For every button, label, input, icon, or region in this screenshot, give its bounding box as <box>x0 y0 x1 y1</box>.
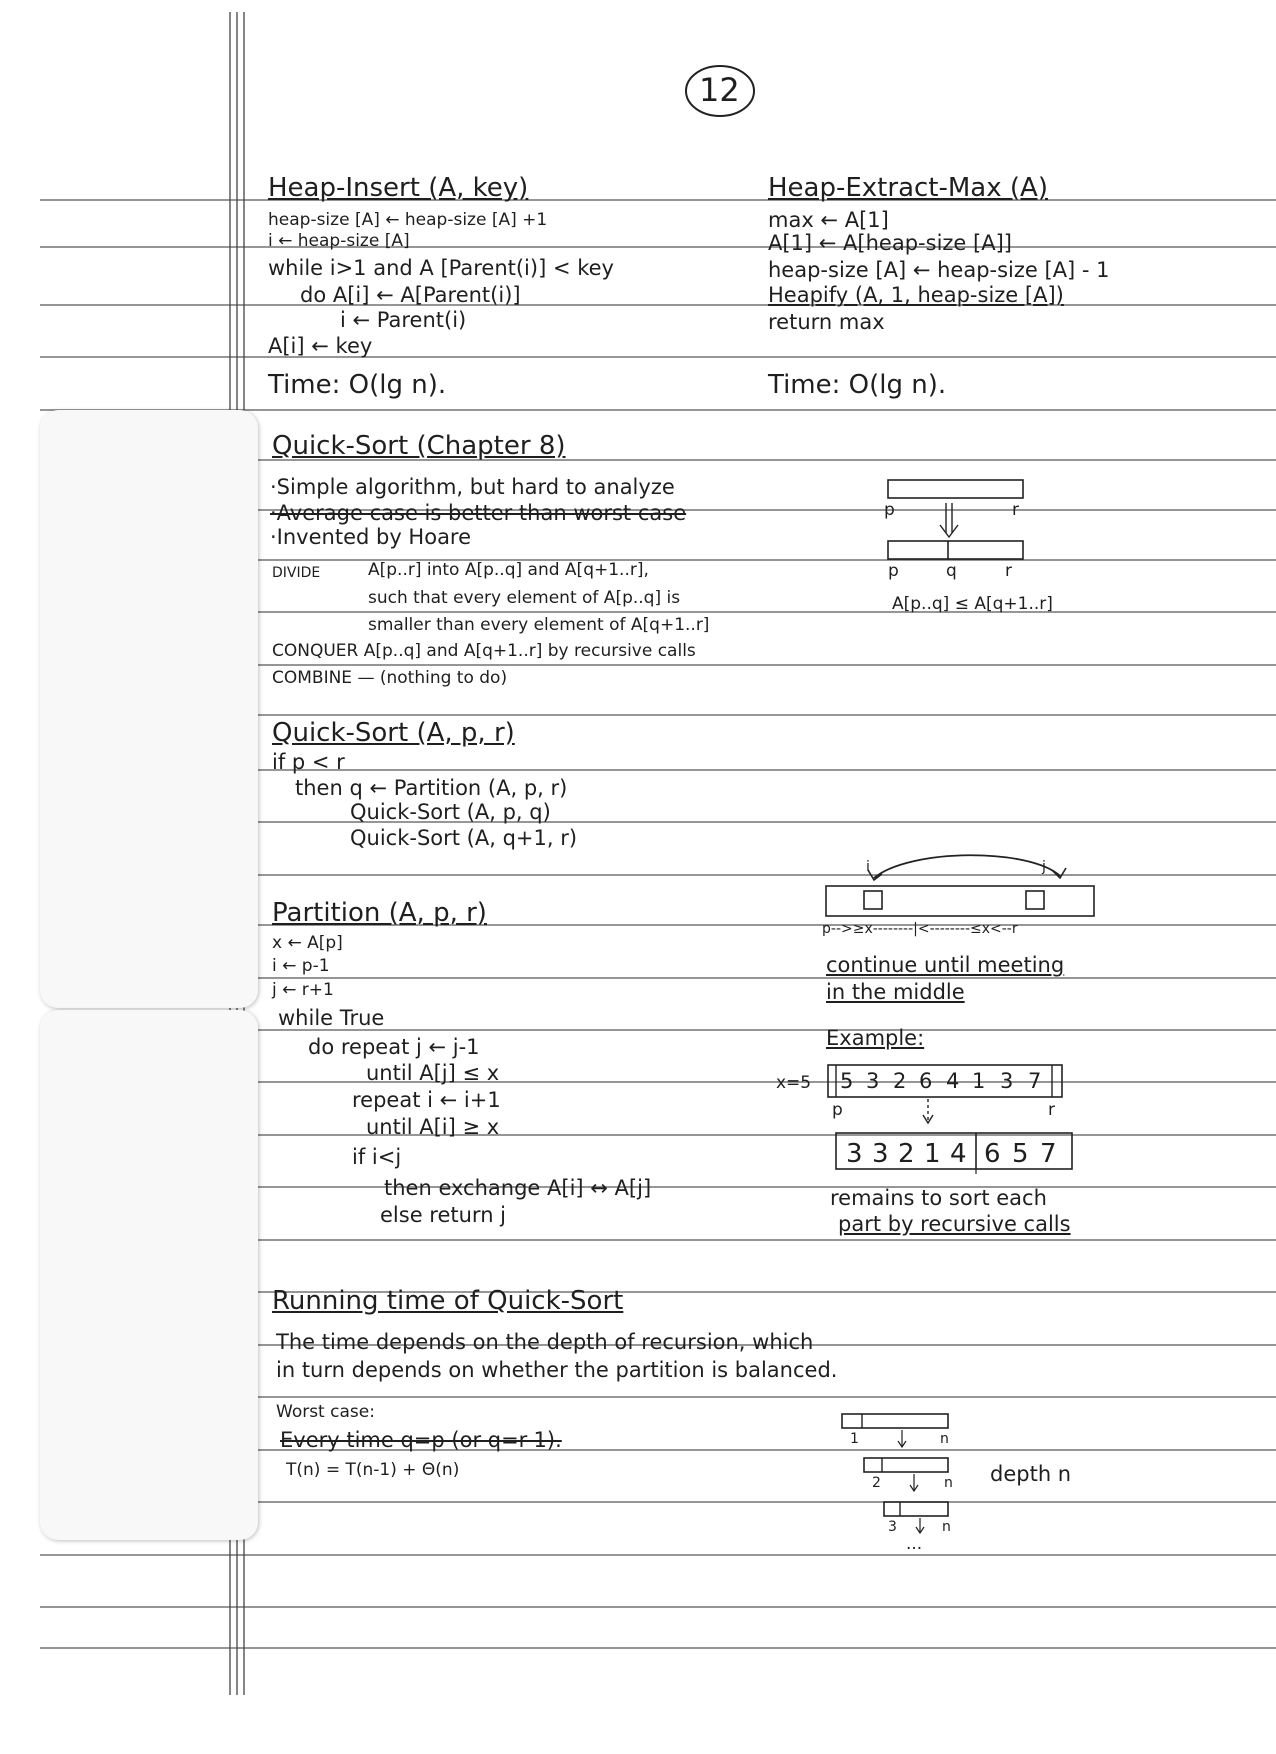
partition-title: Partition (A, p, r) <box>272 898 487 928</box>
level-right: n <box>944 1475 953 1491</box>
partitioned-cell: 7 <box>1040 1139 1057 1169</box>
divide-r-label: r <box>1012 500 1019 520</box>
quicksort-bullet: ·Average case is better than worst case <box>270 501 687 525</box>
example-caption: part by recursive calls <box>838 1212 1071 1236</box>
quicksort-code-title: Quick-Sort (A, p, r) <box>272 718 515 748</box>
heap-insert-line: do A[i] ← A[Parent(i)] <box>300 283 521 307</box>
partitioned-cell: 1 <box>924 1139 941 1169</box>
quicksort-code-line: Quick-Sort (A, p, q) <box>350 800 551 824</box>
level-left: 1 <box>850 1431 859 1447</box>
example-cell: 5 <box>840 1069 854 1093</box>
depth-label: depth n <box>990 1462 1072 1486</box>
divide-line: such that every element of A[p..q] is <box>368 588 681 608</box>
running-time-line: The time depends on the depth of recursion, which <box>276 1330 814 1354</box>
divide-r-label-2: r <box>1005 561 1012 581</box>
partition-line: until A[i] ≥ x <box>366 1115 500 1139</box>
partition-caption: in the middle <box>826 980 965 1004</box>
example-cell: 3 <box>866 1069 880 1093</box>
divide-p-label-2: p <box>888 561 899 581</box>
partition-i-label: i <box>866 859 870 875</box>
heap-extract-line: max ← A[1] <box>768 208 889 232</box>
partition-line: x ← A[p] <box>272 933 343 953</box>
example-cell: 1 <box>972 1069 986 1093</box>
level-ellipsis: ... <box>906 1534 923 1554</box>
heap-extract-time: Time: O(lg n). <box>768 370 947 400</box>
quicksort-code-line: then q ← Partition (A, p, r) <box>295 776 568 800</box>
heap-insert-line: i ← Parent(i) <box>340 308 467 332</box>
quicksort-code-line: if p < r <box>272 750 345 774</box>
divide-line: smaller than every element of A[q+1..r] <box>368 615 710 635</box>
example-cell: 7 <box>1028 1069 1042 1093</box>
partition-line: else return j <box>380 1203 507 1227</box>
partitioned-cell: 6 <box>984 1139 1001 1169</box>
partition-line: while True <box>278 1006 385 1030</box>
heap-insert-line: i ← heap-size [A] <box>268 231 410 251</box>
partition-line: then exchange A[i] ↔ A[j] <box>384 1176 652 1200</box>
divide-line: A[p..r] into A[p..q] and A[q+1..r], <box>368 560 649 580</box>
example-title: Example: <box>826 1026 925 1050</box>
worst-case-label: Worst case: <box>276 1402 375 1422</box>
heap-insert-line: heap-size [A] ← heap-size [A] +1 <box>268 210 548 230</box>
partitioned-cell: 2 <box>898 1139 915 1169</box>
recurrence: T(n) = T(n-1) + Θ(n) <box>286 1460 460 1480</box>
partitioned-cell: 3 <box>872 1139 889 1169</box>
level-left: 3 <box>888 1519 897 1535</box>
page-tab <box>40 410 258 1008</box>
partitioned-cell: 5 <box>1012 1139 1029 1169</box>
heap-insert-title: Heap-Insert (A, key) <box>268 173 529 203</box>
example-r-label: r <box>1048 1100 1055 1120</box>
quicksort-bullet: ·Invented by Hoare <box>270 525 472 549</box>
divide-q-label: q <box>946 561 957 581</box>
partition-caption: continue until meeting <box>826 953 1065 977</box>
partition-line: until A[j] ≤ x <box>366 1061 500 1085</box>
running-time-line: in turn depends on whether the partition is balanced. <box>276 1358 838 1382</box>
partition-line: if i<j <box>352 1145 402 1169</box>
level-right: n <box>940 1431 949 1447</box>
running-time-title: Running time of Quick-Sort <box>272 1286 624 1316</box>
example-caption: remains to sort each <box>830 1186 1047 1210</box>
example-p-label: p <box>832 1100 843 1120</box>
example-cell: 6 <box>919 1069 933 1093</box>
partition-diagram <box>820 848 1100 928</box>
conquer-line: CONQUER A[p..q] and A[q+1..r] by recursive calls <box>272 641 696 661</box>
partition-line: repeat i ← i+1 <box>352 1088 501 1112</box>
partition-line: do repeat j ← j-1 <box>308 1035 480 1059</box>
heap-insert-time: Time: O(lg n). <box>268 370 447 400</box>
example-cell: 2 <box>893 1069 907 1093</box>
heap-extract-line: heap-size [A] ← heap-size [A] - 1 <box>768 258 1110 282</box>
heap-extract-line: Heapify (A, 1, heap-size [A]) <box>768 283 1064 307</box>
example-x-label: x=5 <box>776 1073 812 1093</box>
heap-insert-line: while i>1 and A [Parent(i)] < key <box>268 256 614 280</box>
partition-line: j ← r+1 <box>272 980 334 1000</box>
example-cell: 4 <box>946 1069 960 1093</box>
level-right: n <box>942 1519 951 1535</box>
heap-extract-line: return max <box>768 310 885 334</box>
heap-extract-title: Heap-Extract-Max (A) <box>768 173 1048 203</box>
quicksort-section-title: Quick-Sort (Chapter 8) <box>272 431 566 461</box>
page-number: 12 <box>699 71 740 109</box>
divide-p-label: p <box>884 500 895 520</box>
partitioned-cell: 4 <box>950 1139 967 1169</box>
example-cell: 3 <box>1000 1069 1014 1093</box>
divide-label: DIVIDE <box>272 565 321 581</box>
combine-line: COMBINE — (nothing to do) <box>272 668 508 688</box>
heap-extract-line: A[1] ← A[heap-size [A]] <box>768 231 1012 255</box>
partition-arrows: p-->≥x--------|<--------≤x<--r <box>822 921 1018 937</box>
page-tab-lower <box>40 1010 258 1540</box>
partitioned-cell: 3 <box>846 1139 863 1169</box>
quicksort-bullet: ·Simple algorithm, but hard to analyze <box>270 475 675 499</box>
quicksort-code-line: Quick-Sort (A, q+1, r) <box>350 826 578 850</box>
every-time-line: Every time q=p (or q=r-1). <box>280 1428 562 1452</box>
divide-caption: A[p..q] ≤ A[q+1..r] <box>892 594 1053 614</box>
partition-j-label: j <box>1042 859 1046 875</box>
partition-line: i ← p-1 <box>272 956 330 976</box>
level-left: 2 <box>872 1475 881 1491</box>
example-pivot-arrow <box>918 1097 938 1127</box>
heap-insert-line: A[i] ← key <box>268 334 373 358</box>
